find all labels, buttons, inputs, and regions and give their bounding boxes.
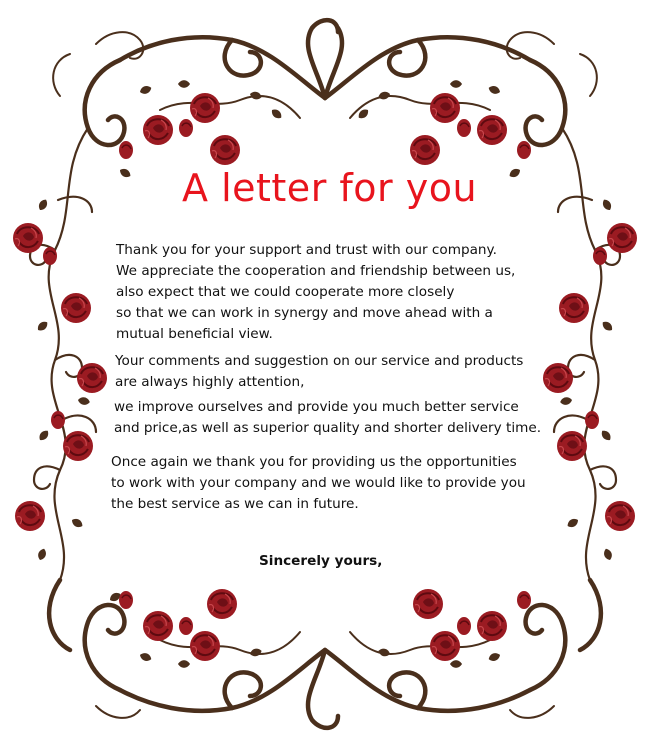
text-line: Once again we thank you for providing us the opportunities xyxy=(111,454,517,470)
text-line: so that we can work in synergy and move ahead with a xyxy=(116,305,493,321)
text-line: Thank you for your support and trust with our company. xyxy=(116,242,497,258)
text-line: mutual beneficial view. xyxy=(116,326,273,342)
paragraph-thanks xyxy=(116,240,515,345)
text-line: and price,as well as superior quality and shorter delivery time. xyxy=(114,420,542,436)
letter-title: A letter for you xyxy=(182,166,478,210)
paragraph-comments xyxy=(115,351,523,393)
paragraph-improve xyxy=(114,397,541,439)
text-line: are always highly attention, xyxy=(115,374,305,390)
text-line: We appreciate the cooperation and friendship between us, xyxy=(116,263,516,279)
paragraph-closing xyxy=(111,452,526,515)
text-line: the best service as we can in future. xyxy=(111,496,359,512)
text-line: we improve ourselves and provide you much better service xyxy=(114,399,519,415)
text-line: to work with your company and we would like to provide you xyxy=(111,475,526,491)
text-line: also expect that we could cooperate more closely xyxy=(116,284,455,300)
text-line: Your comments and suggestion on our service and products xyxy=(115,353,524,369)
signoff: Sincerely yours, xyxy=(259,553,383,569)
